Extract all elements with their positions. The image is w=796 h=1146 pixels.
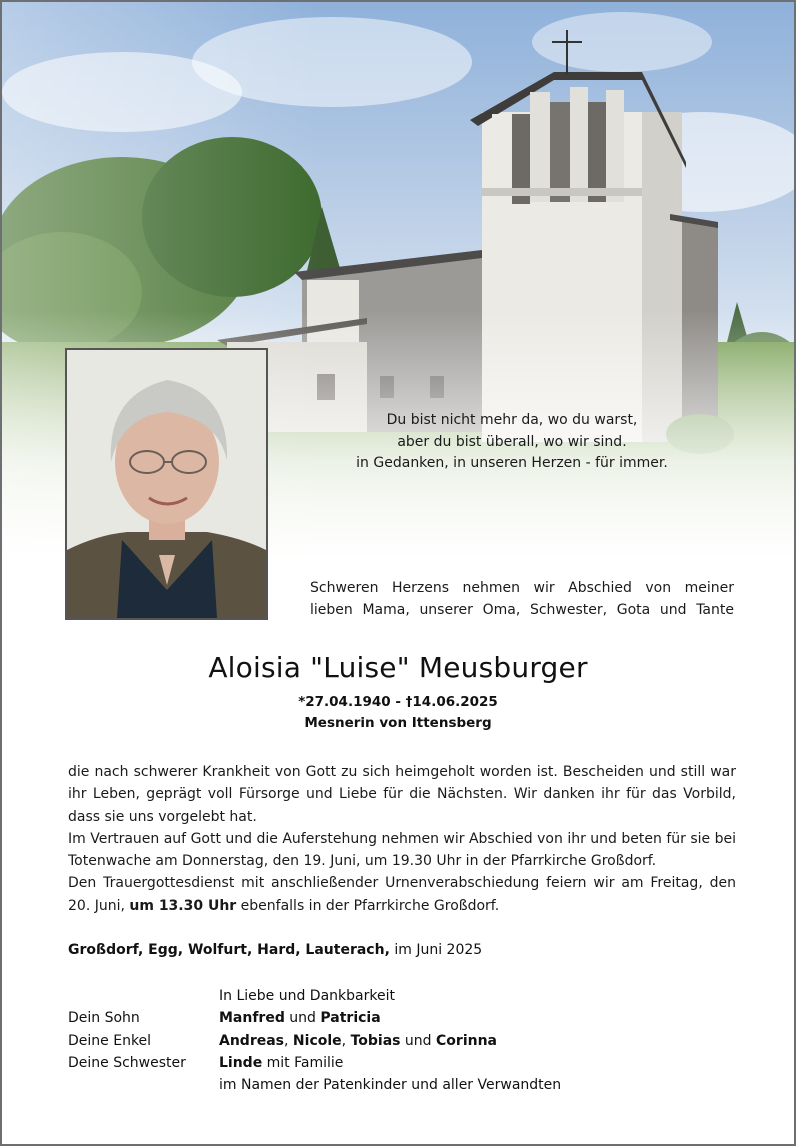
joiner: und	[400, 1032, 437, 1049]
separator: ,	[341, 1032, 351, 1049]
places-line	[68, 939, 736, 961]
mourner-row	[68, 985, 736, 1007]
mourner-row	[68, 1074, 736, 1096]
mourner-label: Dein Sohn	[68, 1010, 140, 1027]
mourner-name: Tobias	[350, 1032, 401, 1049]
separator: ,	[284, 1032, 293, 1049]
mourner-name: Corinna	[436, 1032, 498, 1049]
life-dates-block	[2, 692, 794, 734]
life-dates: *27.04.1940 - †14.06.2025	[298, 694, 498, 710]
mourners-list	[68, 985, 736, 1096]
mourner-names	[219, 1030, 736, 1052]
memorial-verse	[332, 410, 692, 475]
mourner-names	[219, 1007, 736, 1029]
paragraph-text: ebenfalls in der Pfarrkirche Großdorf.	[236, 897, 500, 914]
mourner-row	[68, 1030, 736, 1052]
portrait-photo	[65, 348, 268, 620]
mourner-suffix: mit Familie	[262, 1054, 344, 1071]
places-names: Großdorf, Egg, Wolfurt, Hard, Lauterach,	[68, 942, 390, 958]
mourner-name: Andreas	[219, 1032, 285, 1049]
mourner-label	[68, 985, 219, 1007]
deceased-role: Mesnerin von Ittensberg	[304, 715, 492, 731]
paragraph: Im Vertrauen auf Gott und die Auferstehung nehmen wir Abschied von ihr und beten für sie bei Totenwache am Donnerstag, den 19. Juni, um 19.30 Uhr in der Pfarrkirche Großdorf.	[68, 830, 736, 870]
gratitude-line: In Liebe und Dankbarkeit	[219, 988, 395, 1004]
mourner-name: Patricia	[320, 1010, 381, 1027]
intro-text	[310, 577, 734, 621]
mourner-row	[68, 1052, 736, 1074]
obituary-text	[68, 761, 736, 917]
service-time: um 13.30 Uhr	[129, 897, 237, 914]
verse-line: aber du bist überall, wo wir sind.	[397, 433, 627, 450]
verse-line: in Gedanken, in unseren Herzen - für immer.	[356, 455, 668, 471]
mourner-name: Linde	[219, 1054, 263, 1071]
mourner-name: Manfred	[219, 1010, 285, 1027]
joiner: und	[284, 1010, 321, 1027]
closing-line: im Namen der Patenkinder und aller Verwandten	[219, 1077, 562, 1094]
intro-line: Schweren Herzens nehmen wir Abschied von meiner	[310, 580, 734, 596]
mourner-label: Deine Schwester	[68, 1054, 186, 1071]
paragraph-text: Den Trauergottesdienst mit anschließender Urnenverabschiedung feiern wir am Freitag, den 20. Juni,	[68, 875, 736, 914]
places-date: im Juni 2025	[389, 942, 483, 958]
paragraph	[68, 872, 736, 917]
mourner-row	[68, 1007, 736, 1029]
paragraph: die nach schwerer Krankheit von Gott zu sich heimgeholt worden ist. Bescheiden und still war ihr Leben, geprägt voll Fürsorge und Liebe für die Nächsten. Wir danken ihr für das Vorbild, dass sie uns vorgelebt hat.	[68, 764, 736, 825]
mourner-names	[219, 1052, 736, 1074]
intro-line: lieben Mama, unserer Oma, Schwester, Gota und Tante	[310, 602, 734, 618]
mourner-label	[68, 1074, 219, 1096]
mourner-label: Deine Enkel	[68, 1032, 152, 1049]
deceased-name: Aloisia "Luise" Meusburger	[208, 651, 588, 684]
verse-line: Du bist nicht mehr da, wo du warst,	[386, 412, 638, 428]
mourner-name: Nicole	[292, 1032, 342, 1049]
